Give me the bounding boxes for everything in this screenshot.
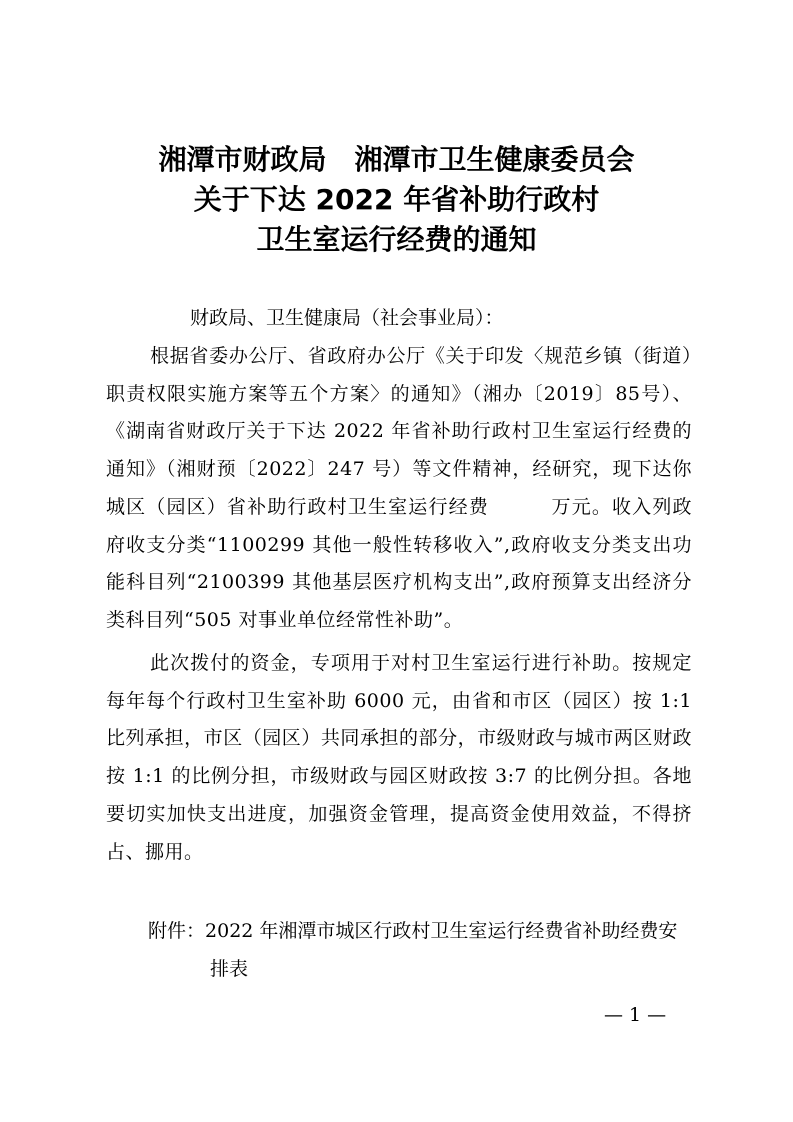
- paragraph-1-part-1: 根据省委办公厅、省政府办公厅《关于印发〈规范乡镇（街道）职责权限实施方案等五个方案〉的通知》（湘办〔2019〕85号）、《湖南省财政厅关于下达 2022 年省补助行政村卫生室运行经费的通知》（湘财预〔2022〕247 号）等文件精神，经研究，现下达你城区（园区）省补助行政村卫生室运行经费: [106, 345, 692, 518]
- page-number: — 1 —: [604, 1004, 667, 1026]
- title-line-2: 关于下达 2022 年省补助行政村: [193, 183, 600, 216]
- title-line-3: 卫生室运行经费的通知: [256, 223, 537, 256]
- attachment-label: 附件：: [148, 920, 206, 942]
- attachment-text-1: 2022 年湘潭市城区行政村卫生室运行经费省补助经费安: [205, 920, 678, 942]
- paragraph-1: [106, 338, 692, 640]
- document-title: [0, 140, 793, 260]
- attachment-note: [148, 912, 696, 988]
- attachment-text-2: 排表: [210, 958, 249, 980]
- paragraph-2: [106, 645, 692, 871]
- title-line-1: 湘潭市财政局 湘潭市卫生健康委员会: [158, 143, 635, 176]
- paragraph-1-part-2: 万元。收入列政府收支分类“1100299 其他一般性转移收入”,政府收支分类支出功能科目列“2100399 其他基层医疗机构支出”,政府预算支出经济分类科目列“505 对事业单位经常性补助”。: [106, 495, 692, 631]
- paragraph-2-text: 此次拨付的资金，专项用于对村卫生室运行进行补助。按规定每年每个行政村卫生室补助 6000 元，由省和市区（园区）按 1:1 比列承担，市区（园区）共同承担的部分，市级财政与城市两区财政按 1:1 的比例分担，市级财政与园区财政按 3:7 的比例分担。各地要切实加快支出进度，加强资金管理，提高资金使用效益，不得挤占、挪用。: [106, 652, 692, 863]
- salutation: 财政局、卫生健康局（社会事业局）：: [190, 307, 504, 329]
